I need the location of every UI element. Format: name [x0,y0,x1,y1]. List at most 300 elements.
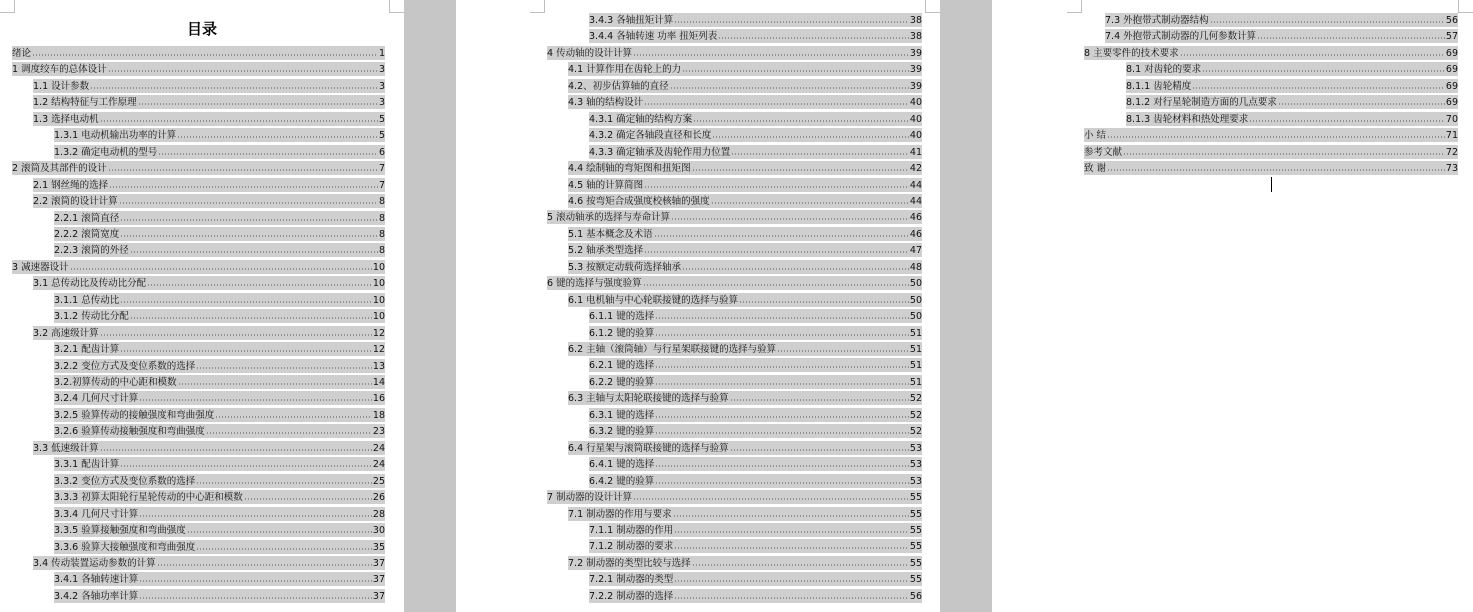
toc-entry-page-number: 28 [372,508,385,520]
toc-leader-dots [100,112,378,122]
toc-leader-dots [1249,112,1445,122]
toc-entry-page-number: 14 [372,377,385,388]
toc-entry-page-number: 37 [372,574,385,586]
toc-entry-page-number: 23 [372,426,385,438]
toc-entry[interactable] [33,112,385,126]
toc-entry-page-number: 12 [372,344,385,356]
toc-leader-dots [157,556,372,566]
toc-entry[interactable] [568,260,922,274]
toc-entry-page-number: 51 [909,344,922,355]
toc-entry[interactable] [589,145,922,159]
toc-entry[interactable] [54,375,385,389]
toc-entry[interactable] [568,342,922,356]
toc-entry-text: 3.1.2 传动比分配 [54,311,129,323]
toc-entry-page-number: 16 [372,393,385,405]
toc-entry-text: 8.1.3 齿轮材料和热处理要求 [1126,113,1249,125]
toc-leader-dots [739,293,909,303]
toc-entry[interactable] [1105,29,1458,43]
toc-entry-text: 5 滚动轴承的选择与寿命计算 [547,212,671,224]
toc-entry-page-number: 3 [378,97,385,109]
toc-entry[interactable] [54,128,385,142]
toc-entry[interactable] [568,178,922,192]
toc-entry[interactable] [568,79,922,93]
toc-entry-page-number: 53 [909,459,922,471]
toc-entry[interactable] [568,243,922,257]
toc-entry-page-number: 69 [1445,80,1458,92]
toc-leader-dots [32,46,378,56]
toc-leader-dots [177,128,378,138]
toc-entry-page-number: 24 [372,442,385,454]
toc-entry-text: 7.3 外抱带式制动器结构 [1105,15,1209,26]
toc-leader-dots [139,572,372,582]
toc-entry-page-number: 39 [909,47,922,59]
toc-leader-dots [178,375,372,385]
toc-entry[interactable] [54,293,385,307]
toc-entry-page-number: 46 [909,212,922,224]
toc-leader-dots [1257,29,1445,39]
toc-leader-dots [139,589,372,599]
toc-entry-text: 6.2 主轴（滚筒轴）与行星架联接键的选择与验算 [568,344,777,355]
toc-entry-page-number: 48 [909,261,922,273]
toc-entry-page-number: 7 [378,163,385,175]
toc-leader-dots [670,79,909,89]
toc-entry[interactable] [589,358,922,372]
toc-leader-dots [130,243,378,253]
toc-leader-dots [70,260,372,270]
toc-entry-text: 8 主要零件的技术要求 [1084,47,1179,59]
toc-entry-page-number: 8 [378,196,385,208]
toc-entry-text: 4 传动轴的设计计算 [547,47,633,59]
toc-entry-text: 5.1 基本概念及术语 [568,228,653,240]
toc-entry-text: 4.2、初步估算轴的直径 [568,80,669,92]
toc-leader-dots [655,309,909,319]
toc-entry-page-number: 8 [378,212,385,224]
toc-entry-text: 2.2.2 滚筒宽度 [54,228,120,240]
toc-entry-text: 3.4.1 各轴转速计算 [54,574,139,586]
toc-entry-text: 7.2 制动器的类型比较与选择 [568,557,691,569]
toc-entry-page-number: 12 [372,327,385,339]
toc-entry-page-number: 52 [909,409,922,421]
toc-leader-dots [1107,161,1445,171]
toc-entry-page-number: 69 [1445,64,1458,76]
toc-entry[interactable] [33,95,385,109]
toc-entry-page-number: 37 [372,557,385,569]
toc-entry-text: 6.4.2 键的验算 [589,475,655,487]
toc-entry-page-number: 72 [1445,146,1458,158]
toc-entry[interactable] [33,79,385,93]
toc-leader-dots [655,457,909,467]
toc-entry-text: 5.2 轴承类型选择 [568,245,644,257]
toc-entry[interactable] [589,424,922,438]
toc-entry[interactable] [54,391,385,405]
toc-entry-page-number: 57 [1445,31,1458,43]
toc-entry[interactable] [568,95,922,109]
toc-entry[interactable] [589,523,922,537]
toc-entry-page-number: 73 [1445,163,1458,175]
toc-entry[interactable] [568,161,922,175]
toc-entry-text: 4.3 轴的结构设计 [568,97,644,109]
toc-leader-dots [674,13,909,23]
toc-entry[interactable] [54,309,385,323]
toc-entry-text: 3.4.4 各轴转速 功率 扭矩列表 [589,31,718,43]
toc-entry[interactable] [54,457,385,471]
toc-entry-text: 3.3.3 初算太阳轮行星轮传动的中心距和模数 [54,492,243,504]
toc-entry-text: 4.6 按弯矩合成强度校核轴的强度 [568,195,710,207]
toc-entry-page-number: 13 [372,360,385,372]
toc-entry-text: 3.1 总传动比及传动比分配 [33,278,147,290]
toc-entry-text: 8.1.2 对行星轮制造方面的几点要求 [1126,97,1277,109]
toc-entry-text: 3.3.6 验算大接触强度和弯曲强度 [54,541,196,553]
toc-entry[interactable] [589,589,922,603]
toc-entry[interactable] [1084,161,1458,175]
document-page-2[interactable] [456,0,940,612]
toc-entry-text: 3.2.6 验算传动接触强度和弯曲强度 [54,426,205,438]
toc-entry-page-number: 44 [909,195,922,207]
toc-leader-dots [196,474,372,484]
toc-entry-page-number: 10 [372,311,385,323]
toc-entry-text: 2.2 滚筒的设计计算 [33,196,118,208]
toc-entry-page-number: 10 [372,278,385,290]
toc-leader-dots [244,490,372,500]
toc-entry-page-number: 10 [372,261,385,273]
toc-entry-page-number: 40 [909,113,922,125]
toc-leader-dots [1180,46,1445,56]
toc-entry[interactable] [589,572,922,586]
toc-entry-page-number: 55 [909,492,922,504]
toc-leader-dots [643,276,909,286]
toc-entry-text: 3.3.5 验算接触强度和弯曲强度 [54,525,186,537]
toc-entry-text: 7.1.1 制动器的作用 [589,524,674,536]
toc-entry[interactable] [589,128,922,142]
toc-entry[interactable] [589,539,922,553]
toc-entry[interactable] [568,227,922,241]
toc-entry-page-number: 25 [372,475,385,487]
page-corner-mark [1458,0,1473,13]
toc-entry[interactable] [54,523,385,537]
toc-entry-page-number: 51 [909,360,922,372]
toc-entry-text: 7.2.2 制动器的选择 [589,590,674,602]
toc-entry[interactable] [54,540,385,554]
toc-entry[interactable] [12,62,385,76]
toc-entry-page-number: 40 [909,97,922,109]
toc-entry[interactable] [568,507,922,521]
toc-leader-dots [655,375,909,385]
toc-entry[interactable] [568,62,922,76]
toc-entry[interactable] [589,29,922,43]
toc-leader-dots [120,227,378,237]
toc-entry[interactable] [54,474,385,488]
toc-entry-page-number: 50 [909,294,922,306]
toc-entry-page-number: 53 [909,475,922,487]
page-corner-mark [530,0,545,13]
toc-leader-dots [674,589,909,599]
toc-entry-text: 6 键的选择与强度验算 [547,278,642,290]
toc-leader-dots [644,243,909,253]
toc-entry-page-number: 37 [372,590,385,602]
toc-leader-dots [138,95,378,105]
toc-entry-text: 3.1.1 总传动比 [54,294,120,306]
toc-entry-page-number: 39 [909,80,922,92]
toc-entry-text: 3.2.初算传动的中心距和模数 [54,377,177,388]
toc-entry[interactable] [568,194,922,208]
toc-entry[interactable] [54,424,385,438]
toc-entry-page-number: 5 [378,130,385,142]
toc-leader-dots [119,194,378,204]
toc-leader-dots [120,293,372,303]
toc-entry-page-number: 55 [909,557,922,569]
toc-leader-dots [692,161,909,171]
toc-entry-page-number: 70 [1445,113,1458,125]
toc-entry[interactable] [12,46,385,60]
toc-entry[interactable] [547,46,922,60]
toc-entry[interactable] [33,326,385,340]
toc-entry-text: 1.2 结构特征与工作原理 [33,97,137,109]
toc-entry[interactable] [12,260,385,274]
toc-entry-page-number: 71 [1445,130,1458,142]
toc-entry-text: 6.1 电机轴与中心轮联接键的选择与验算 [568,294,739,306]
toc-leader-dots [644,95,909,105]
toc-entry-page-number: 55 [909,574,922,586]
toc-entry[interactable] [33,556,385,570]
toc-entry-page-number: 7 [378,179,385,191]
toc-entry-page-number: 41 [909,146,922,158]
toc-entry-text: 7.2.1 制动器的类型 [589,574,674,586]
toc-entry[interactable] [54,342,385,356]
toc-leader-dots [1202,62,1445,72]
toc-entry[interactable] [568,391,922,405]
toc-entry-text: 6.2.2 键的验算 [589,376,655,388]
toc-entry-text: 2 滚筒及其部件的设计 [12,163,107,175]
toc-entry-text: 6.3 主轴与太阳轮联接键的选择与验算 [568,393,729,405]
toc-entry-page-number: 51 [909,376,922,388]
toc-entry[interactable] [33,194,385,208]
toc-leader-dots [731,145,909,155]
toc-leader-dots [100,326,372,336]
toc-entry[interactable] [547,210,922,224]
toc-leader-dots [158,145,378,155]
toc-entry-page-number: 18 [372,409,385,421]
toc-entry-text: 6.1.2 键的验算 [589,327,655,339]
toc-entry-text: 3.3.4 几何尺寸计算 [54,508,139,520]
toc-leader-dots [120,457,372,467]
toc-leader-dots [777,342,909,352]
toc-entry-page-number: 38 [909,31,922,43]
toc-entry[interactable] [1126,95,1458,109]
toc-entry-text: 6.3.1 键的选择 [589,409,655,421]
toc-leader-dots [1107,128,1445,138]
toc-entry[interactable] [33,178,385,192]
toc-entry[interactable] [54,507,385,521]
toc-entry-text: 绪论 [12,48,32,59]
toc-entry-text: 3.3.2 变位方式及变位系数的选择 [54,475,196,487]
toc-entry-text: 2.1 钢丝绳的选择 [33,179,109,191]
toc-entry-text: 7.4 外抱带式制动器的几何参数计算 [1105,31,1257,43]
toc-entry[interactable] [1084,128,1458,142]
toc-entry[interactable] [547,276,922,290]
toc-entry-page-number: 35 [372,541,385,553]
toc-entry-page-number: 3 [378,64,385,76]
toc-leader-dots [693,112,909,122]
toc-leader-dots [674,523,909,533]
toc-entry[interactable] [33,441,385,455]
toc-entry[interactable] [589,326,922,340]
toc-leader-dots [90,79,378,89]
toc-entry-text: 小 结 [1084,130,1107,142]
toc-entry-page-number: 30 [372,525,385,537]
toc-entry-text: 7.1.2 制动器的要求 [589,541,674,553]
toc-entry-page-number: 8 [378,228,385,240]
toc-leader-dots [120,342,372,352]
toc-entry[interactable] [1105,13,1458,27]
toc-entry-text: 1.3.2 确定电动机的型号 [54,146,158,158]
toc-entry-page-number: 6 [378,146,385,158]
toc-entry-text: 3.2 高速级计算 [33,327,99,339]
toc-leader-dots [139,391,372,401]
toc-entry-page-number: 55 [909,541,922,553]
toc-entry-page-number: 46 [909,228,922,240]
toc-leader-dots [187,523,372,533]
toc-entry[interactable] [54,408,385,422]
toc-entry-page-number: 1 [378,48,385,59]
toc-entry[interactable] [54,227,385,241]
toc-leader-dots [644,178,909,188]
toc-entry[interactable] [589,474,922,488]
toc-leader-dots [109,178,378,188]
toc-entry-text: 3.2.1 配齿计算 [54,344,120,356]
toc-entry-text: 参考文献 [1084,146,1123,158]
toc-entry-page-number: 53 [909,442,922,454]
toc-entry[interactable] [1084,145,1458,159]
toc-entry[interactable] [589,13,922,27]
toc-leader-dots [654,227,909,237]
toc-entry-page-number: 56 [1445,15,1458,26]
toc-leader-dots [682,260,909,270]
toc-entry-page-number: 10 [372,294,385,306]
toc-leader-dots [674,572,909,582]
toc-entry-text: 4.5 轴的计算简图 [568,179,644,191]
toc-entry-text: 1.3 选择电动机 [33,113,99,125]
toc-entry-text: 3.3.1 配齿计算 [54,459,120,471]
toc-entry-text: 5.3 按额定动载荷选择轴承 [568,261,682,273]
toc-entry[interactable] [33,276,385,290]
toc-entry-text: 1.1 设计参数 [33,80,90,92]
page-corner-mark [1067,0,1082,13]
toc-entry-text: 4.1 计算作用在齿轮上的力 [568,64,682,76]
toc-entry-text: 4.3.2 确定各轴段直径和长度 [589,130,712,142]
toc-entry-text: 7.1 制动器的作用与要求 [568,508,672,520]
toc-leader-dots [1278,95,1445,105]
toc-entry[interactable] [1126,79,1458,93]
toc-entry-page-number: 44 [909,179,922,191]
toc-leader-dots [1123,145,1445,155]
toc-entry-text: 2.2.3 滚筒的外径 [54,245,129,257]
toc-leader-dots [655,424,909,434]
document-page-3[interactable] [992,0,1473,612]
toc-entry-text: 3.4.2 各轴功率计算 [54,590,139,602]
toc-entry[interactable] [568,441,922,455]
toc-entry-page-number: 50 [909,278,922,290]
toc-leader-dots [206,424,372,434]
toc-entry-text: 6.3.2 键的验算 [589,426,655,438]
toc-entry-page-number: 38 [909,15,922,26]
toc-leader-dots [655,408,909,418]
toc-entry[interactable] [54,243,385,257]
toc-entry-text: 6.4 行星架与滚筒联接键的选择与验算 [568,442,729,454]
toc-entry-text: 8.1.1 齿轮精度 [1126,80,1192,92]
toc-entry[interactable] [589,309,922,323]
toc-entry-text: 6.2.1 键的选择 [589,360,655,372]
toc-leader-dots [633,46,909,56]
toc-entry[interactable] [12,161,385,175]
page-gutter [404,0,456,612]
toc-entry[interactable] [54,490,385,504]
toc-leader-dots [196,540,372,550]
toc-entry-page-number: 3 [378,80,385,92]
toc-entry-text: 3 减速器设计 [12,261,69,273]
toc-entry[interactable] [589,112,922,126]
page-gutter [940,0,992,612]
toc-entry-text: 7 制动器的设计计算 [547,492,633,504]
page-corner-mark [0,0,15,13]
toc-entry[interactable] [54,211,385,225]
toc-leader-dots [196,359,372,369]
toc-entry[interactable] [54,572,385,586]
toc-entry[interactable] [54,589,385,603]
document-page-1[interactable] [0,0,404,612]
toc-entry-text: 6.1.1 键的选择 [589,311,655,323]
toc-entry-text: 3.3 低速级计算 [33,442,99,454]
toc-leader-dots [730,441,909,451]
toc-leader-dots [633,490,909,500]
toc-entry[interactable] [568,556,922,570]
toc-entry-page-number: 69 [1445,97,1458,109]
toc-entry-page-number: 8 [378,245,385,257]
toc-leader-dots [655,474,909,484]
toc-entry[interactable] [54,145,385,159]
toc-entry-page-number: 55 [909,508,922,520]
toc-entry-text: 3.2.4 几何尺寸计算 [54,393,139,405]
toc-entry[interactable] [54,359,385,373]
toc-title: 目录 [186,20,217,38]
toc-leader-dots [130,309,372,319]
toc-leader-dots [120,211,378,221]
toc-entry-page-number: 52 [909,393,922,405]
toc-entry-text: 4.3.1 确定轴的结构方案 [589,113,693,125]
toc-entry[interactable] [589,375,922,389]
toc-entry[interactable] [547,490,922,504]
toc-entry-text: 3.2.5 验算传动的接触强度和弯曲强度 [54,409,215,421]
toc-leader-dots [671,210,909,220]
toc-leader-dots [673,507,909,517]
toc-entry[interactable] [1084,46,1458,60]
toc-entry-page-number: 55 [909,524,922,536]
toc-leader-dots [108,62,378,72]
toc-entry[interactable] [1126,62,1458,76]
toc-entry-text: 2.2.1 滚筒直径 [54,212,120,224]
toc-entry-page-number: 52 [909,426,922,438]
toc-entry[interactable] [568,293,922,307]
toc-entry-text: 1 调度绞车的总体设计 [12,64,107,76]
toc-entry-text: 致 谢 [1084,163,1107,175]
toc-leader-dots [1210,13,1445,23]
toc-entry-text: 6.4.1 键的选择 [589,459,655,471]
toc-entry[interactable] [589,408,922,422]
toc-entry[interactable] [589,457,922,471]
toc-entry-text: 3.4.3 各轴扭矩计算 [589,15,674,26]
page-corner-mark [389,0,404,13]
toc-entry[interactable] [1126,112,1458,126]
toc-entry-page-number: 39 [909,64,922,76]
